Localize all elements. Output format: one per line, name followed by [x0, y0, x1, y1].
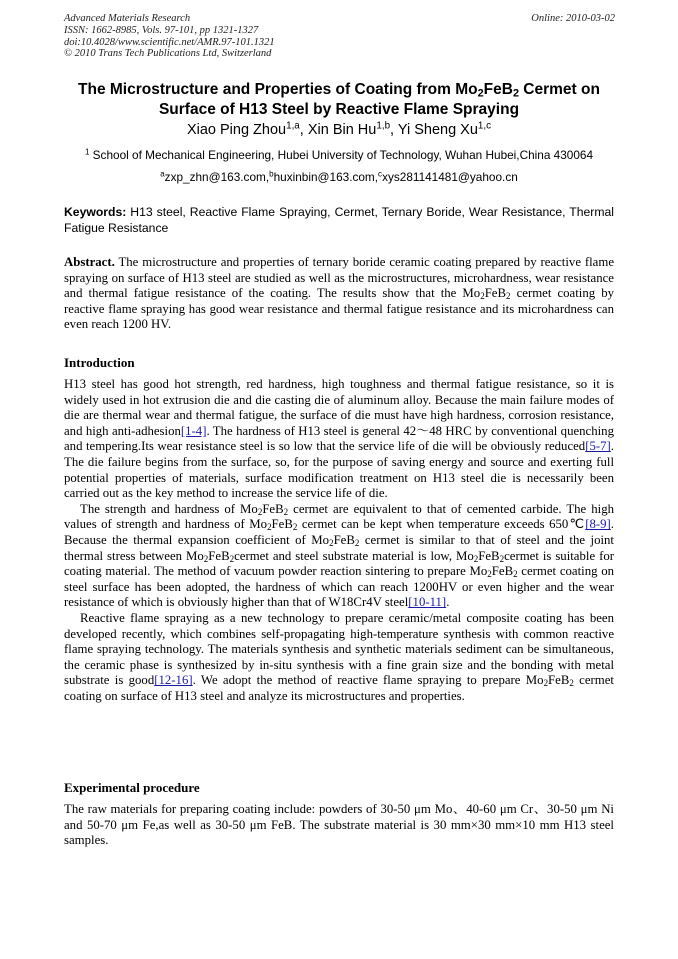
abstract-label: Abstract. — [64, 255, 115, 269]
journal-name: Advanced Materials Research — [64, 13, 191, 24]
online-date: Online: 2010-03-02 — [531, 13, 615, 24]
experimental-body — [64, 802, 614, 849]
keywords-text: H13 steel, Reactive Flame Spraying, Cermet, Ternary Boride, Wear Resistance, Thermal Fatigue Resistance — [64, 205, 614, 235]
journal-header — [64, 13, 275, 60]
citation-link[interactable]: [8-9] — [585, 517, 611, 532]
author-name: , Yi Sheng Xu — [390, 122, 478, 138]
affiliation: $^1$ School of Mechanical Engineering, Hubei University of Technology, Wuhan Hubei,China 430064 — [84, 147, 594, 162]
intro-paragraph-1: H13 steel has good hot strength, red hardness, high toughness and thermal fatigue resistance, so it is widely used in hot extrusion die and die casting die of aluminum alloy. Because the main failure modes of die are thermal wear and thermal fatigue, the surface of die must have high hardness, corrosion resistance, and high anti-adhesion[1-4]. The hardness of H13 steel is general 42～48 HRC by conventional quenching and tempering.Its wear resistance steel is so low that the service life of die will be obviously reduced[5-7]. The die failure begins from the surface, so, for the purpose of saving energy and source and exerting full potential properties of materials, surface modification treatment on H13 steel die is necessarily been carried out as the key method to increase the service life of die. — [64, 377, 614, 501]
citation-link[interactable]: [12-16] — [154, 673, 193, 688]
citation-link[interactable]: [1-4] — [180, 423, 207, 438]
citation-link[interactable]: [5-7] — [585, 439, 611, 454]
intro-paragraph-3: Reactive flame spraying as a new technology to prepare ceramic/metal composite coating has been developed recently, which combines self-propagating high-temperature synthesis with common reactive flame spraying technology. The materials synthesis and synthetic materials sediment can be simultaneous, the ceramic phase is synthesized by in-situ synthesis with a fine grain size and the bonding with metal substrate is good[12-16]. We adopt the method of reactive flame spraying to prepare $Mo_2FeB_2$ cermet coating on surface of H13 steel and analyze its microstructures and properties. — [64, 610, 614, 703]
author-list: Xiao Ping Zhou$^{1,a}$, Xin Bin Hu$^{1,b}$, Yi Sheng Xu$^{1,c}$ — [186, 120, 492, 138]
introduction-body — [64, 377, 614, 704]
intro-paragraph-2: The strength and hardness of $Mo_2FeB_2$ cermet are equivalent to that of cemented carbide. The high values of strength and hardness of $Mo_2FeB_2$ cermet can be kept when temperature exceeds 650℃[8-9]. Because the thermal expansion coefficient of $Mo_2FeB_2$ cermet is similar to that of steel and the joint thermal stress between $Mo_2FeB_2cermet$ and steel substrate material is low, $Mo_2FeB_2cermet$ is suitable for coating material. The method of vacuum powder reaction sintering to prepare $Mo_2FeB_2$ cermet coating on steel surface has been adopted, the hardness of which can reach 1200HV or even higher and the wear resistance of which is obviously higher than that of W18Cr4V steel[10-11]. — [64, 501, 614, 610]
doi-line: doi:10.4028/www.scientific.net/AMR.97-101.1321 — [64, 36, 275, 48]
keywords-label: Keywords: — [64, 205, 127, 219]
author-name: , Xin Bin Hu — [299, 122, 377, 138]
title-line-1: The Microstructure and Properties of Coating from $Mo_2FeB_2$ Cermet on — [78, 81, 600, 100]
author-name: Xiao Ping Zhou — [186, 122, 287, 138]
abstract: Abstract. The microstructure and properties of ternary boride ceramic coating prepared by reactive flame spraying on surface of H13 steel are studied as well as the microstructures, microhardness, wear resistance and thermal fatigue resistance of the coating. The results show that the $Mo_2FeB_2$ cermet coating by reactive flame spraying has good wear resistance and thermal fatigue resistance and its microhardness can even reach 1200 HV. — [64, 255, 614, 332]
copyright-line: © 2010 Trans Tech Publications Ltd, Switzerland — [64, 48, 272, 60]
author-emails: $^a$zxp_zhn@163.com,$^b$huxinbin@163.com,$^c$xys281141481@yahoo.cn — [160, 169, 518, 184]
experimental-paragraph-1: The raw materials for preparing coating include: powders of 30-50 μm Mo、40-60 μm Cr、30-50 μm Ni and 50-70 μm Fe,as well as 30-50 μm FeB. The substrate material is 30 mm×30 mm×10 mm H13 steel samples. — [64, 802, 614, 848]
citation-link[interactable]: [10-11] — [408, 595, 447, 610]
section-heading-experimental: Experimental procedure — [64, 780, 200, 795]
paper-title — [40, 80, 638, 119]
title-line-2: Surface of H13 Steel by Reactive Flame Spraying — [158, 100, 520, 118]
keywords — [64, 205, 614, 236]
issn-line: ISSN: 1662-8985, Vols. 97-101, pp 1321-1327 — [64, 24, 259, 36]
section-heading-introduction: Introduction — [64, 355, 135, 370]
